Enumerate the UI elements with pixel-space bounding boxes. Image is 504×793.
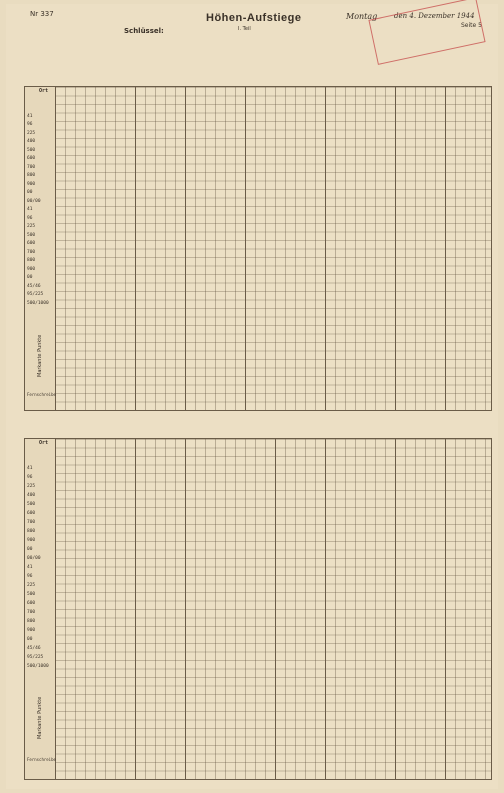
part-label: I. Teil bbox=[238, 26, 251, 32]
upper-section-label: Markante Punkte bbox=[37, 334, 43, 377]
year: 1944 bbox=[456, 12, 475, 20]
lower-row-label: 500/1000 bbox=[27, 664, 49, 669]
upper-location-header: Ort bbox=[39, 88, 49, 94]
lower-divider bbox=[185, 439, 186, 779]
lower-divider bbox=[275, 439, 276, 779]
form-number: Nr 337 bbox=[30, 10, 54, 18]
lower-row-label: 900 bbox=[27, 628, 36, 633]
upper-row-label: 600 bbox=[27, 156, 36, 161]
upper-divider bbox=[185, 87, 186, 410]
upper-row-label: 45/46 bbox=[27, 284, 41, 289]
lower-remark-label: Fernschreibe bbox=[27, 757, 56, 762]
lower-row-label: 500 bbox=[27, 502, 36, 507]
date-prefix: den bbox=[394, 12, 408, 20]
lower-row-label: 600 bbox=[27, 601, 36, 606]
lower-location-header: Ort bbox=[39, 440, 49, 446]
upper-divider bbox=[325, 87, 326, 410]
upper-table bbox=[24, 86, 492, 411]
upper-row-label: 600 bbox=[27, 241, 36, 246]
lower-row-label: 00/00 bbox=[27, 556, 41, 561]
key-label: Schlüssel: bbox=[124, 27, 164, 35]
lower-row-label: 800 bbox=[27, 619, 36, 624]
lower-row-label: 500 bbox=[27, 592, 36, 597]
date-value: 4. Dezember bbox=[409, 12, 455, 20]
upper-row-label: 800 bbox=[27, 258, 36, 263]
upper-divider bbox=[135, 87, 136, 410]
lower-row-label: 41 bbox=[27, 565, 33, 570]
lower-row-label: 225 bbox=[27, 583, 36, 588]
lower-row-label: 00 bbox=[27, 547, 33, 552]
report-sheet bbox=[6, 4, 498, 789]
lower-row-label: 45/46 bbox=[27, 646, 41, 651]
upper-row-label: 00 bbox=[27, 190, 33, 195]
upper-row-label: 500 bbox=[27, 233, 36, 238]
upper-row-label: 500 bbox=[27, 148, 36, 153]
upper-row-label: 800 bbox=[27, 173, 36, 178]
lower-section-label: Markante Punkte bbox=[37, 696, 43, 739]
lower-row-label: 400 bbox=[27, 493, 36, 498]
lower-row-label: 225 bbox=[27, 484, 36, 489]
lower-row-label: 600 bbox=[27, 511, 36, 516]
upper-divider bbox=[445, 87, 446, 410]
upper-row-label: 225 bbox=[27, 224, 36, 229]
lower-row-label: 00 bbox=[27, 637, 33, 642]
lower-row-label: 41 bbox=[27, 466, 33, 471]
weekday: Montag bbox=[346, 12, 378, 21]
lower-divider bbox=[135, 439, 136, 779]
lower-row-label: 96 bbox=[27, 475, 33, 480]
upper-divider bbox=[245, 87, 246, 410]
upper-row-label: 400 bbox=[27, 139, 36, 144]
lower-row-label: 900 bbox=[27, 538, 36, 543]
red-stamp bbox=[368, 0, 485, 65]
lower-row-label: 700 bbox=[27, 610, 36, 615]
lower-table bbox=[24, 438, 492, 780]
lower-divider bbox=[325, 439, 326, 779]
upper-row-label: 00/00 bbox=[27, 199, 41, 204]
lower-divider bbox=[445, 439, 446, 779]
upper-row-label: 41 bbox=[27, 207, 33, 212]
upper-row-label: 900 bbox=[27, 267, 36, 272]
upper-remark-label: Fernschreibe bbox=[27, 392, 56, 397]
lower-row-label: 700 bbox=[27, 520, 36, 525]
upper-row-label: 95/225 bbox=[27, 292, 44, 297]
page-number: Seite 5 bbox=[461, 22, 482, 29]
upper-row-label: 700 bbox=[27, 165, 36, 170]
upper-row-label: 900 bbox=[27, 182, 36, 187]
upper-row-label: 00 bbox=[27, 275, 33, 280]
upper-row-label: 96 bbox=[27, 122, 33, 127]
lower-row-label: 95/225 bbox=[27, 655, 44, 660]
upper-row-label: 96 bbox=[27, 216, 33, 221]
page-title: Höhen-Aufstiege bbox=[206, 12, 302, 24]
upper-row-label: 41 bbox=[27, 114, 33, 119]
upper-divider bbox=[395, 87, 396, 410]
upper-row-label: 225 bbox=[27, 131, 36, 136]
lower-divider bbox=[395, 439, 396, 779]
lower-row-label: 96 bbox=[27, 574, 33, 579]
upper-row-label: 700 bbox=[27, 250, 36, 255]
upper-row-label: 500/1000 bbox=[27, 301, 49, 306]
lower-row-label: 800 bbox=[27, 529, 36, 534]
